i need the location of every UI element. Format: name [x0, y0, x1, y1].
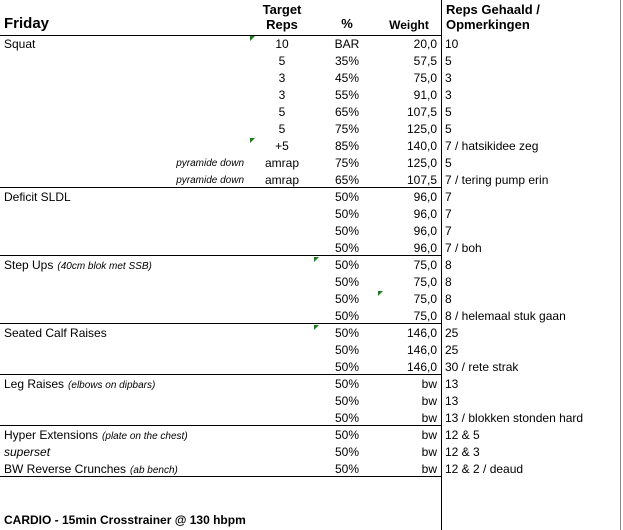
comment-flag: [250, 36, 255, 41]
table-row: [0, 36, 623, 53]
target-reps-cell: 5: [278, 122, 286, 136]
exercise-name: [4, 376, 248, 393]
table-row: [0, 325, 623, 342]
remark-cell: 10: [445, 37, 459, 51]
exercise-label: Hyper Extensions: [4, 428, 99, 442]
percent-cell: 50%: [334, 207, 360, 221]
weight-cell: 107,5: [406, 173, 437, 187]
weight-cell: 146,0: [406, 360, 437, 374]
percent-cell: 75%: [334, 156, 360, 170]
table-row: [0, 138, 623, 155]
exercise-note: (ab bench): [130, 465, 178, 476]
percent-cell: 45%: [334, 71, 360, 85]
percent-cell: 35%: [334, 54, 360, 68]
weight-cell: bw: [421, 377, 437, 391]
target-reps-cell: 3: [278, 71, 286, 85]
table-row: [0, 444, 623, 461]
target-reps-cell: 3: [278, 88, 286, 102]
day-title: Friday: [4, 15, 50, 32]
exercise-name: [4, 427, 248, 444]
target-reps-cell: 5: [278, 105, 286, 119]
weight-cell: bw: [421, 411, 437, 425]
percent-header: %: [341, 16, 353, 31]
weight-cell: 96,0: [413, 241, 437, 255]
separator-line: [0, 425, 441, 426]
exercise-name: [4, 36, 248, 53]
separator-line: [0, 374, 441, 375]
remark-cell: 7 / boh: [445, 241, 482, 255]
weight-cell: 125,0: [406, 122, 437, 136]
table-row: [0, 257, 623, 274]
exercise-name: [4, 444, 248, 461]
set-note: pyramide down: [176, 158, 244, 169]
weight-cell: bw: [421, 394, 437, 408]
remark-cell: 7: [445, 190, 452, 204]
percent-cell: 50%: [334, 377, 360, 391]
exercise-note: (40cm blok met SSB): [57, 261, 152, 272]
percent-cell: 50%: [334, 224, 360, 238]
header-line: [0, 35, 441, 36]
remark-cell: 8 / helemaal stuk gaan: [445, 309, 566, 323]
percent-cell: 75%: [334, 122, 360, 136]
weight-cell: 96,0: [413, 207, 437, 221]
weight-cell: bw: [421, 462, 437, 476]
remark-cell: 5: [445, 54, 452, 68]
percent-cell: 85%: [334, 139, 360, 153]
percent-cell: 50%: [334, 394, 360, 408]
table-row: [0, 53, 623, 70]
remarks-border: [441, 0, 442, 530]
table-row: [0, 291, 623, 308]
table-row: [0, 104, 623, 121]
target-reps-cell: amrap: [264, 156, 299, 170]
remark-cell: 5: [445, 122, 452, 136]
target-reps-cell: 5: [278, 54, 286, 68]
set-note: pyramide down: [176, 175, 244, 186]
table-row: [0, 121, 623, 138]
percent-cell: 50%: [334, 190, 360, 204]
remark-cell: 3: [445, 71, 452, 85]
percent-cell: 50%: [334, 411, 360, 425]
remark-cell: 7 / tering pump erin: [445, 173, 549, 187]
remark-cell: 30 / rete strak: [445, 360, 519, 374]
weight-cell: 125,0: [406, 156, 437, 170]
right-border: [620, 0, 621, 530]
percent-cell: 55%: [334, 88, 360, 102]
remark-cell: 8: [445, 292, 452, 306]
table-row: [0, 155, 623, 172]
comment-flag: [314, 257, 319, 262]
target-reps-cell: 10: [275, 37, 289, 51]
exercise-label: Leg Raises: [4, 377, 65, 391]
percent-cell: 65%: [334, 105, 360, 119]
exercise-name: [4, 257, 248, 274]
weight-cell: 75,0: [413, 71, 437, 85]
remark-cell: 5: [445, 156, 452, 170]
exercise-label: Deficit SLDL: [4, 190, 71, 204]
exercise-label: superset: [4, 445, 51, 459]
weight-cell: 96,0: [413, 190, 437, 204]
exercise-note: (elbows on dipbars): [68, 380, 156, 391]
remark-cell: 7 / hatsikidee zeg: [445, 139, 539, 153]
table-row: [0, 342, 623, 359]
remark-cell: 7: [445, 224, 452, 238]
weight-cell: 20,0: [413, 37, 437, 51]
remark-cell: 12 & 3: [445, 445, 480, 459]
percent-cell: 50%: [334, 445, 360, 459]
percent-cell: 50%: [334, 258, 360, 272]
comment-flag: [378, 291, 383, 296]
remark-cell: 12 & 2 / deaud: [445, 462, 524, 476]
separator-line: [0, 255, 441, 256]
remark-cell: 7: [445, 207, 452, 221]
exercise-name: [4, 189, 248, 206]
exercise-name: [4, 325, 248, 342]
exercise-label: Squat: [4, 37, 36, 51]
remark-cell: 5: [445, 105, 452, 119]
target-reps-cell: amrap: [264, 173, 299, 187]
table-row: [0, 274, 623, 291]
remark-cell: 8: [445, 258, 452, 272]
weight-cell: 57,5: [413, 54, 437, 68]
weight-header: Weight: [389, 18, 429, 32]
weight-cell: 96,0: [413, 224, 437, 238]
percent-cell: 50%: [334, 292, 360, 306]
percent-cell: 50%: [334, 360, 360, 374]
weight-cell: 146,0: [406, 326, 437, 340]
weight-cell: 107,5: [406, 105, 437, 119]
remark-cell: 3: [445, 88, 452, 102]
table-row: [0, 427, 623, 444]
percent-cell: BAR: [334, 37, 360, 51]
percent-cell: 50%: [334, 241, 360, 255]
remark-cell: 25: [445, 343, 459, 357]
table-row: [0, 87, 623, 104]
separator-line: [0, 323, 441, 324]
cardio-note: CARDIO - 15min Crosstrainer @ 130 hbpm: [4, 513, 246, 527]
exercise-label: BW Reverse Crunches: [4, 462, 127, 476]
separator-line: [0, 476, 441, 477]
exercise-label: Seated Calf Raises: [4, 326, 107, 340]
table-row: [0, 206, 623, 223]
target-reps-cell: +5: [275, 139, 289, 153]
comment-flag: [250, 138, 255, 143]
separator-line: [0, 187, 441, 188]
percent-cell: 50%: [334, 309, 360, 323]
percent-cell: 50%: [334, 462, 360, 476]
weight-cell: 146,0: [406, 343, 437, 357]
target-reps-header: Target Reps: [262, 2, 302, 32]
weight-cell: 75,0: [413, 292, 437, 306]
remark-cell: 12 & 5: [445, 428, 480, 442]
table-row: [0, 70, 623, 87]
remark-cell: 13: [445, 394, 459, 408]
weight-cell: 140,0: [406, 139, 437, 153]
weight-cell: 75,0: [413, 258, 437, 272]
weight-cell: 75,0: [413, 309, 437, 323]
remark-cell: 25: [445, 326, 459, 340]
weight-cell: bw: [421, 445, 437, 459]
table-row: [0, 393, 623, 410]
remark-cell: 13: [445, 377, 459, 391]
remarks-header: Reps Gehaald / Opmerkingen: [446, 2, 540, 32]
comment-flag: [314, 325, 319, 330]
table-row: [0, 376, 623, 393]
percent-cell: 50%: [334, 343, 360, 357]
table-row: [0, 223, 623, 240]
weight-cell: 91,0: [413, 88, 437, 102]
exercise-label: Step Ups: [4, 258, 54, 272]
percent-cell: 50%: [334, 326, 360, 340]
exercise-note: (plate on the chest): [102, 431, 188, 442]
percent-cell: 50%: [334, 428, 360, 442]
remark-cell: 8: [445, 275, 452, 289]
weight-cell: bw: [421, 428, 437, 442]
percent-cell: 50%: [334, 275, 360, 289]
table-row: [0, 189, 623, 206]
percent-cell: 65%: [334, 173, 360, 187]
remark-cell: 13 / blokken stonden hard: [445, 411, 584, 425]
weight-cell: 75,0: [413, 275, 437, 289]
